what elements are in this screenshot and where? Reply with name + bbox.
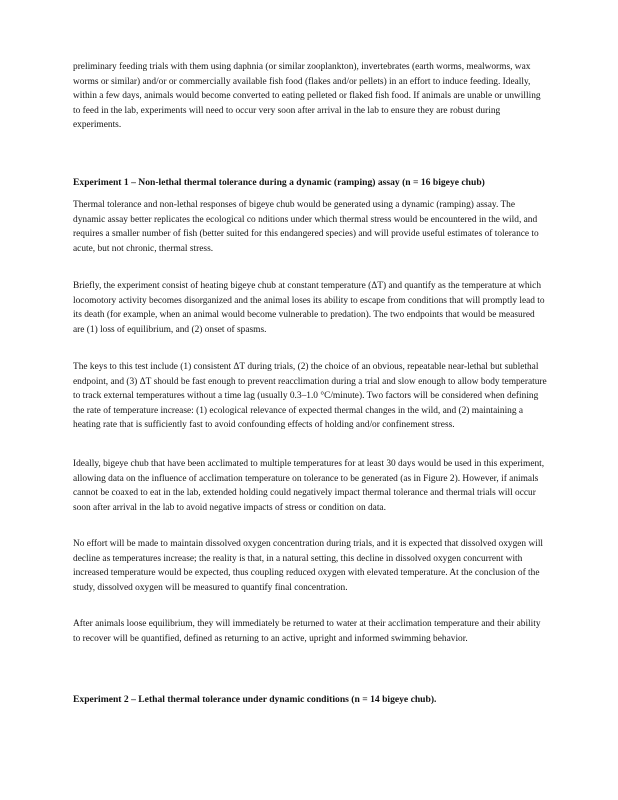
intro-paragraph: preliminary feeding trials with them using daphnia (or similar zooplankton), invertebrates (earth worms, mealworms, wax worms or similar) and/or or commercially available fish food (flakes and/or pellets) in an effort to induce feeding. Ideally, within a few days, animals would become converted to eating pelleted or flaked fish food. If animals are unable or unwilling to feed in the lab, experiments will need to occur very soon after arrival in the lab to ensure they are robust during experiments. [73,62,541,131]
exp1-paragraph-5: No effort will be made to maintain dissolved oxygen concentration during trials, and it is expected that dissolved oxygen will decline as temperatures increase; the reality is that, in a natural setting, this decline in dissolved oxygen concurrent with increased temperature would be expected, thus coupling reduced oxygen with elevated temperature. At the conclusion of the study, dissolved oxygen will be measured to quantify final concentration. [73,539,544,593]
experiment1-heading: Experiment 1 – Non-lethal thermal tolerance during a dynamic (ramping) assay (n = 16 bigeye chub) [73,177,485,188]
exp1-paragraph-6: After animals loose equilibrium, they will immediately be returned to water at their acclimation temperature and their ability to recover will be quantified, defined as returning to an active, upright and informed swimming behavior. [73,619,541,644]
experiment2-heading: Experiment 2 – Lethal thermal tolerance under dynamic conditions (n = 14 bigeye chub). [73,694,437,705]
exp1-paragraph-4: Ideally, bigeye chub that have been acclimated to multiple temperatures for at least 30 days would be used in this experiment, allowing data on the influence of acclimation temperature on tolerance to be generated (as in Figure 2). However, if animals cannot be coaxed to eat in the lab, extended holding could negatively impact thermal tolerance and thermal trials will occur soon after arrival in the lab to avoid negative impacts of stress or condition on data. [73,459,545,513]
exp1-paragraph-1: Thermal tolerance and non-lethal responses of bigeye chub would be generated using a dynamic (ramping) assay. The dynamic assay better replicates the ecological co nditions under which thermal stress would be encountered in the wild, and requires a smaller number of fish (better suited for this endangered species) and will provide useful estimates of tolerance to acute, but not chronic, thermal stress. [73,200,539,254]
exp1-paragraph-2: Briefly, the experiment consist of heating bigeye chub at constant temperature (ΔT) and quantify as the temperature at which locomotory activity becomes disorganized and the animal loses its ability to escape from conditions that will promptly lead to its death (for example, when an animal would become vulnerable to predation). The two endpoints that would be measured are (1) loss of equilibrium, and (2) onset of spasms. [73,281,545,335]
exp1-paragraph-3: The keys to this test include (1) consistent ΔT during trials, (2) the choice of an obvious, repeatable near-lethal but sublethal endpoint, and (3) ΔT should be fast enough to prevent reacclimation during a trial and slow enough to allow body temperature to track external temperatures without a time lag (usually 0.3–1.0 °C/minute). Two factors will be considered when defining the rate of temperature increase: (1) ecological relevance of expected thermal changes in the wild, and (2) maintaining a heating rate that is sufficiently fast to avoid confounding effects of holding and/or confinement stress. [73,362,547,431]
